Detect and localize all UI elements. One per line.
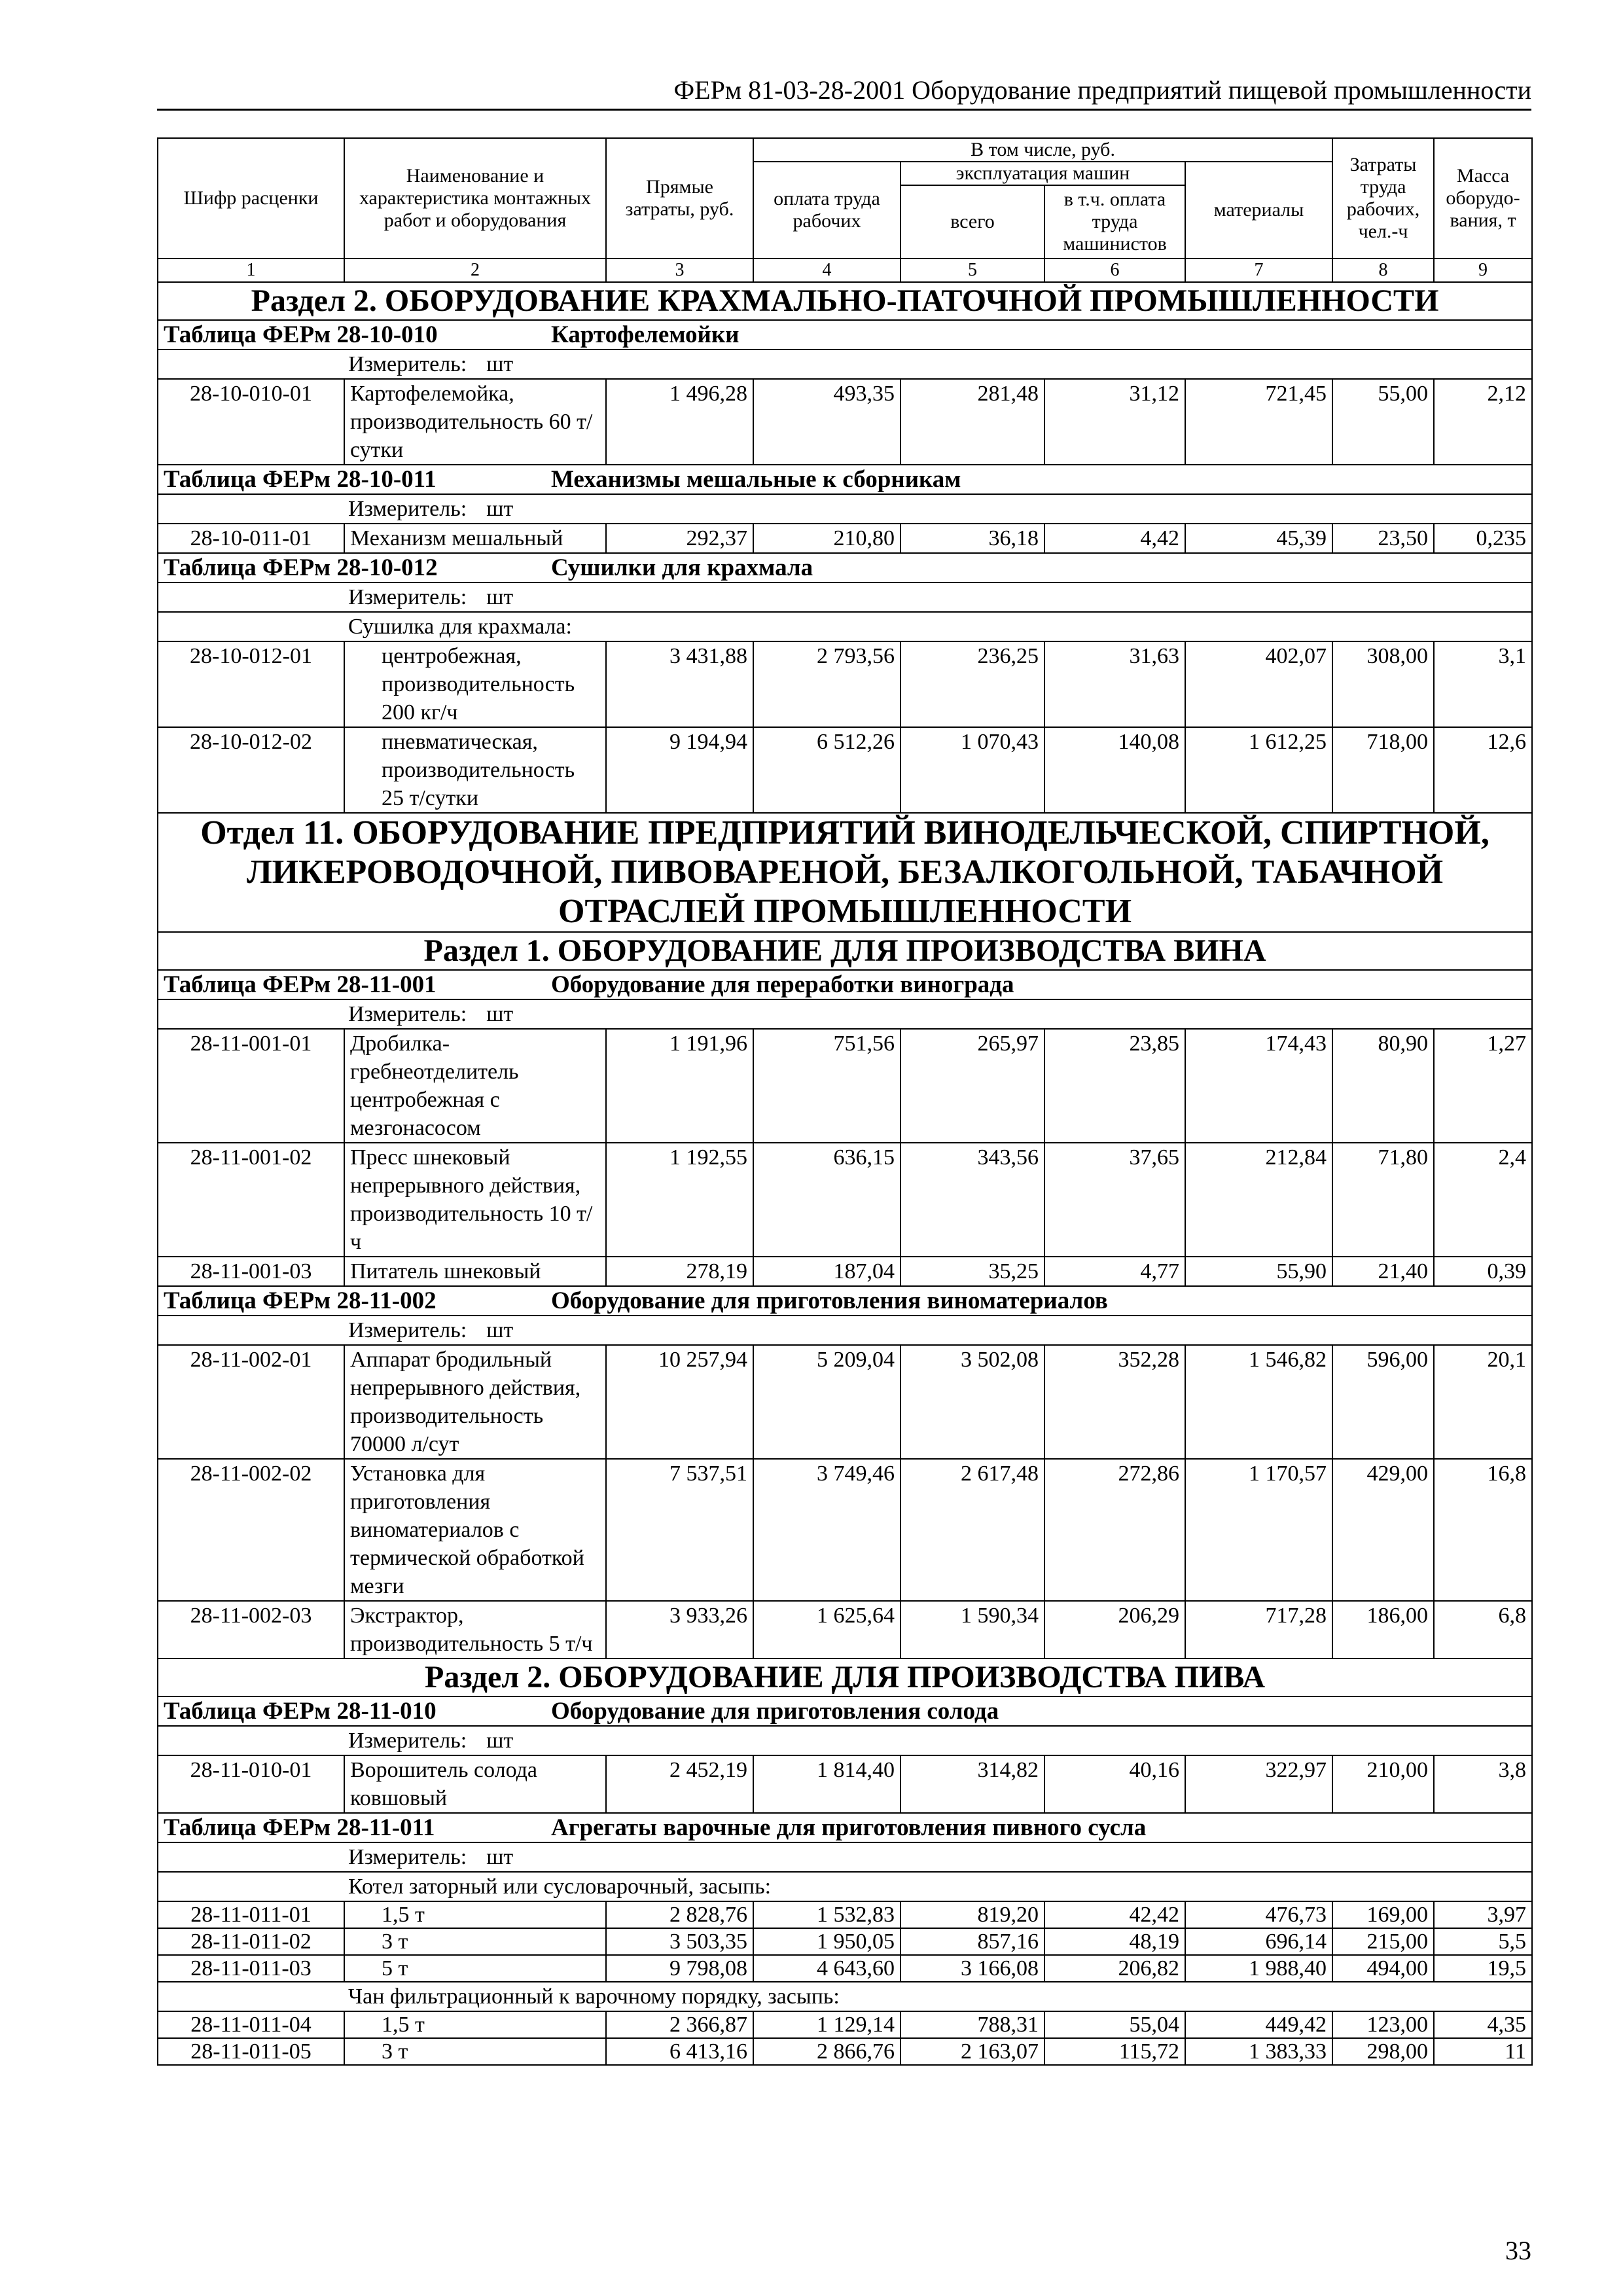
rate-code: 28-11-011-03 [158, 1955, 344, 1982]
direct-cost: 292,37 [606, 524, 753, 553]
rate-code: 28-11-001-02 [158, 1143, 344, 1257]
machines-total: 2 163,07 [901, 2038, 1044, 2065]
table-heading [158, 553, 1532, 583]
rate-code: 28-10-010-01 [158, 379, 344, 465]
table-code: Таблица ФЕРм 28-10-010 [164, 321, 438, 348]
table-heading [158, 970, 1532, 999]
table-heading [158, 1696, 1532, 1726]
table-row [158, 1928, 1532, 1955]
col-header-machines: эксплуатация машин [901, 162, 1185, 185]
section-heading: Раздел 2. ОБОРУДОВАНИЕ ДЛЯ ПРОИЗВОДСТВА ПИВА [158, 1659, 1532, 1696]
labor-hours: 21,40 [1332, 1257, 1434, 1286]
labor-pay: 636,15 [753, 1143, 901, 1257]
department-heading: Отдел 11. ОБОРУДОВАНИЕ ПРЕДПРИЯТИЙ ВИНОДЕЛЬЧЕСКОЙ, СПИРТНОЙ, ЛИКЕРОВОДОЧНОЙ, ПИВОВАРЕНОЙ, БЕЗАЛКОГОЛЬНОЙ, ТАБАЧНОЙ ОТРАСЛЕЙ ПРОМЫШЛЕННОСТИ [158, 813, 1532, 932]
unit-value: шт [486, 1318, 514, 1342]
unit-row [158, 1726, 1532, 1755]
table-row [158, 1029, 1532, 1143]
labor-pay: 5 209,04 [753, 1345, 901, 1459]
materials: 402,07 [1185, 641, 1332, 727]
machinist-pay: 42,42 [1044, 1901, 1185, 1928]
machines-total: 343,56 [901, 1143, 1044, 1257]
unit-label: Измеритель: [348, 1318, 467, 1342]
unit-row [158, 999, 1532, 1029]
mass: 2,12 [1434, 379, 1532, 465]
labor-hours: 55,00 [1332, 379, 1434, 465]
group-row [158, 1982, 1532, 2011]
col-header-machinist-pay: в т.ч. оплата труда машинистов [1044, 185, 1185, 259]
mass: 2,4 [1434, 1143, 1532, 1257]
machinist-pay: 140,08 [1044, 727, 1185, 813]
unit-row [158, 1842, 1532, 1872]
machines-total: 3 502,08 [901, 1345, 1044, 1459]
table-heading-row [158, 1286, 1532, 1316]
direct-cost: 7 537,51 [606, 1459, 753, 1601]
unit-label: Измеритель: [348, 1729, 467, 1753]
labor-hours: 718,00 [1332, 727, 1434, 813]
work-name: Механизм мешальный [344, 524, 606, 553]
work-name: Дробилка-гребнеотделитель центробежная с мезгонасосом [344, 1029, 606, 1143]
table-row [158, 1601, 1532, 1659]
unit-row [158, 494, 1532, 524]
unit-row [158, 350, 1532, 379]
group-caption: Сушилка для крахмала: [158, 612, 1532, 641]
rate-code: 28-11-001-03 [158, 1257, 344, 1286]
direct-cost: 2 452,19 [606, 1755, 753, 1813]
table-row [158, 1143, 1532, 1257]
machines-total: 819,20 [901, 1901, 1044, 1928]
mass: 0,235 [1434, 524, 1532, 553]
machines-total: 3 166,08 [901, 1955, 1044, 1982]
unit-cell [158, 1316, 1532, 1345]
col-number: 3 [606, 259, 753, 282]
section-heading-row [158, 1659, 1532, 1696]
materials: 1 546,82 [1185, 1345, 1332, 1459]
machines-total: 1 070,43 [901, 727, 1044, 813]
rate-code: 28-11-011-01 [158, 1901, 344, 1928]
machinist-pay: 23,85 [1044, 1029, 1185, 1143]
mass: 3,1 [1434, 641, 1532, 727]
work-name: 5 т [344, 1955, 606, 1982]
mass: 3,97 [1434, 1901, 1532, 1928]
table-title: Агрегаты варочные для приготовления пивного сусла [551, 1814, 1147, 1841]
labor-pay: 1 814,40 [753, 1755, 901, 1813]
col-number: 9 [1434, 259, 1532, 282]
table-title: Сушилки для крахмала [551, 554, 813, 581]
labor-pay: 493,35 [753, 379, 901, 465]
unit-value: шт [486, 497, 514, 521]
work-name: 3 т [344, 1928, 606, 1955]
mass: 6,8 [1434, 1601, 1532, 1659]
mass: 3,8 [1434, 1755, 1532, 1813]
work-name: центробежная, производительность 200 кг/ч [344, 641, 606, 727]
table-heading [158, 1286, 1532, 1316]
table-row [158, 1459, 1532, 1601]
work-name: Установка для приготовления виноматериалов с термической обработкой мезги [344, 1459, 606, 1601]
machinist-pay: 4,42 [1044, 524, 1185, 553]
col-header-labor-pay: оплата труда рабочих [753, 162, 901, 259]
direct-cost: 3 933,26 [606, 1601, 753, 1659]
table-heading [158, 465, 1532, 494]
table-title: Оборудование для переработки винограда [551, 971, 1014, 998]
mass: 20,1 [1434, 1345, 1532, 1459]
labor-hours: 308,00 [1332, 641, 1434, 727]
labor-hours: 298,00 [1332, 2038, 1434, 2065]
mass: 19,5 [1434, 1955, 1532, 1982]
table-row [158, 1345, 1532, 1459]
col-header-including: В том числе, руб. [753, 138, 1332, 162]
col-header-materials: материалы [1185, 162, 1332, 259]
table-code: Таблица ФЕРм 28-11-011 [164, 1814, 435, 1841]
labor-hours: 596,00 [1332, 1345, 1434, 1459]
labor-pay: 2 866,76 [753, 2038, 901, 2065]
machinist-pay: 206,29 [1044, 1601, 1185, 1659]
group-row [158, 1872, 1532, 1901]
unit-cell [158, 350, 1532, 379]
mass: 4,35 [1434, 2011, 1532, 2038]
col-header-name: Наименование и характеристика монтажных работ и оборудования [344, 138, 606, 259]
materials: 1 612,25 [1185, 727, 1332, 813]
table-title: Оборудование для приготовления виноматериалов [551, 1287, 1108, 1314]
group-caption: Чан фильтрационный к варочному порядку, засыпь: [158, 1982, 1532, 2011]
unit-label: Измеритель: [348, 352, 467, 376]
rate-code: 28-11-002-03 [158, 1601, 344, 1659]
materials: 721,45 [1185, 379, 1332, 465]
machines-total: 314,82 [901, 1755, 1044, 1813]
rates-table [157, 137, 1533, 2066]
direct-cost: 9 194,94 [606, 727, 753, 813]
mass: 11 [1434, 2038, 1532, 2065]
work-name: Аппарат бродильный непрерывного действия, производительность 70000 л/сут [344, 1345, 606, 1459]
labor-pay: 187,04 [753, 1257, 901, 1286]
table-row [158, 1955, 1532, 1982]
machines-total: 281,48 [901, 379, 1044, 465]
table-heading-row [158, 320, 1532, 350]
work-name: Экстрактор, производительность 5 т/ч [344, 1601, 606, 1659]
rate-code: 28-10-012-02 [158, 727, 344, 813]
direct-cost: 6 413,16 [606, 2038, 753, 2065]
unit-cell [158, 1726, 1532, 1755]
machinist-pay: 272,86 [1044, 1459, 1185, 1601]
direct-cost: 2 828,76 [606, 1901, 753, 1928]
materials: 1 988,40 [1185, 1955, 1332, 1982]
table-heading-row [158, 1696, 1532, 1726]
direct-cost: 3 503,35 [606, 1928, 753, 1955]
machines-total: 1 590,34 [901, 1601, 1044, 1659]
mass: 16,8 [1434, 1459, 1532, 1601]
work-name: 1,5 т [344, 1901, 606, 1928]
labor-hours: 169,00 [1332, 1901, 1434, 1928]
labor-pay: 3 749,46 [753, 1459, 901, 1601]
labor-pay: 1 532,83 [753, 1901, 901, 1928]
table-row [158, 1901, 1532, 1928]
machines-total: 788,31 [901, 2011, 1044, 2038]
work-name: Картофелемойка, производительность 60 т/сутки [344, 379, 606, 465]
mass: 12,6 [1434, 727, 1532, 813]
group-row [158, 612, 1532, 641]
labor-pay: 751,56 [753, 1029, 901, 1143]
labor-hours: 494,00 [1332, 1955, 1434, 1982]
table-row [158, 379, 1532, 465]
col-number: 5 [901, 259, 1044, 282]
rate-code: 28-11-002-01 [158, 1345, 344, 1459]
table-code: Таблица ФЕРм 28-10-012 [164, 554, 438, 581]
rate-code: 28-11-002-02 [158, 1459, 344, 1601]
machinist-pay: 115,72 [1044, 2038, 1185, 2065]
materials: 212,84 [1185, 1143, 1332, 1257]
materials: 717,28 [1185, 1601, 1332, 1659]
machinist-pay: 4,77 [1044, 1257, 1185, 1286]
rate-code: 28-11-011-02 [158, 1928, 344, 1955]
work-name: Пресс шнековый непрерывного действия, производительность 10 т/ч [344, 1143, 606, 1257]
materials: 1 383,33 [1185, 2038, 1332, 2065]
section-heading-row [158, 932, 1532, 970]
col-number: 1 [158, 259, 344, 282]
machinist-pay: 37,65 [1044, 1143, 1185, 1257]
mass: 5,5 [1434, 1928, 1532, 1955]
direct-cost: 1 191,96 [606, 1029, 753, 1143]
section-heading: Раздел 1. ОБОРУДОВАНИЕ ДЛЯ ПРОИЗВОДСТВА ВИНА [158, 932, 1532, 970]
machines-total: 36,18 [901, 524, 1044, 553]
labor-pay: 4 643,60 [753, 1955, 901, 1982]
rate-code: 28-11-011-04 [158, 2011, 344, 2038]
table-code: Таблица ФЕРм 28-11-010 [164, 1698, 437, 1725]
labor-hours: 80,90 [1332, 1029, 1434, 1143]
machines-total: 35,25 [901, 1257, 1044, 1286]
section-heading: Раздел 2. ОБОРУДОВАНИЕ КРАХМАЛЬНО-ПАТОЧНОЙ ПРОМЫШЛЕННОСТИ [158, 282, 1532, 320]
unit-value: шт [486, 352, 514, 376]
unit-value: шт [486, 1845, 514, 1869]
machinist-pay: 40,16 [1044, 1755, 1185, 1813]
direct-cost: 2 366,87 [606, 2011, 753, 2038]
table-row [158, 524, 1532, 553]
table-title: Оборудование для приготовления солода [551, 1698, 999, 1725]
rates-table-wrapper [157, 137, 1531, 2066]
table-row [158, 2011, 1532, 2038]
materials: 449,42 [1185, 2011, 1332, 2038]
unit-cell [158, 494, 1532, 524]
direct-cost: 1 192,55 [606, 1143, 753, 1257]
work-name: Ворошитель солода ковшовый [344, 1755, 606, 1813]
work-name: 1,5 т [344, 2011, 606, 2038]
machinist-pay: 55,04 [1044, 2011, 1185, 2038]
direct-cost: 278,19 [606, 1257, 753, 1286]
machines-total: 857,16 [901, 1928, 1044, 1955]
materials: 55,90 [1185, 1257, 1332, 1286]
labor-hours: 23,50 [1332, 524, 1434, 553]
unit-row [158, 583, 1532, 612]
unit-cell [158, 583, 1532, 612]
col-header-labor-hours: Затраты труда рабочих, чел.-ч [1332, 138, 1434, 259]
table-title: Механизмы мешальные к сборникам [551, 466, 961, 493]
table-heading-row [158, 970, 1532, 999]
machinist-pay: 206,82 [1044, 1955, 1185, 1982]
department-heading-row [158, 813, 1532, 932]
rate-code: 28-11-001-01 [158, 1029, 344, 1143]
direct-cost: 1 496,28 [606, 379, 753, 465]
col-number: 8 [1332, 259, 1434, 282]
mass: 1,27 [1434, 1029, 1532, 1143]
rate-code: 28-11-011-05 [158, 2038, 344, 2065]
labor-hours: 123,00 [1332, 2011, 1434, 2038]
machines-total: 2 617,48 [901, 1459, 1044, 1601]
section-heading-row [158, 282, 1532, 320]
work-name: 3 т [344, 2038, 606, 2065]
col-header-code: Шифр расценки [158, 138, 344, 259]
machinist-pay: 48,19 [1044, 1928, 1185, 1955]
table-row [158, 1755, 1532, 1813]
labor-pay: 1 129,14 [753, 2011, 901, 2038]
unit-cell [158, 999, 1532, 1029]
materials: 45,39 [1185, 524, 1332, 553]
rate-code: 28-10-012-01 [158, 641, 344, 727]
unit-cell [158, 1842, 1532, 1872]
rate-code: 28-11-010-01 [158, 1755, 344, 1813]
machinist-pay: 31,63 [1044, 641, 1185, 727]
col-header-mass: Масса оборудо-вания, т [1434, 138, 1532, 259]
unit-label: Измеритель: [348, 1845, 467, 1869]
unit-label: Измеритель: [348, 497, 467, 521]
unit-label: Измеритель: [348, 1002, 467, 1026]
group-caption: Котел заторный или сусловарочный, засыпь: [158, 1872, 1532, 1901]
table-body [158, 282, 1532, 2065]
direct-cost: 3 431,88 [606, 641, 753, 727]
col-number: 6 [1044, 259, 1185, 282]
table-row [158, 727, 1532, 813]
unit-row [158, 1316, 1532, 1345]
direct-cost: 10 257,94 [606, 1345, 753, 1459]
unit-value: шт [486, 1002, 514, 1026]
col-number: 2 [344, 259, 606, 282]
table-code: Таблица ФЕРм 28-11-001 [164, 971, 437, 998]
labor-hours: 186,00 [1332, 1601, 1434, 1659]
materials: 696,14 [1185, 1928, 1332, 1955]
materials: 174,43 [1185, 1029, 1332, 1143]
table-code: Таблица ФЕРм 28-11-002 [164, 1287, 437, 1314]
unit-value: шт [486, 1729, 514, 1753]
labor-pay: 210,80 [753, 524, 901, 553]
page-number: 33 [1505, 2236, 1531, 2265]
rate-code: 28-10-011-01 [158, 524, 344, 553]
unit-value: шт [486, 585, 514, 609]
unit-label: Измеритель: [348, 585, 467, 609]
table-header [158, 138, 1532, 282]
materials: 476,73 [1185, 1901, 1332, 1928]
machinist-pay: 352,28 [1044, 1345, 1185, 1459]
labor-pay: 1 625,64 [753, 1601, 901, 1659]
labor-pay: 1 950,05 [753, 1928, 901, 1955]
labor-hours: 210,00 [1332, 1755, 1434, 1813]
work-name: Питатель шнековый [344, 1257, 606, 1286]
machines-total: 236,25 [901, 641, 1044, 727]
table-heading-row [158, 465, 1532, 494]
direct-cost: 9 798,08 [606, 1955, 753, 1982]
labor-pay: 2 793,56 [753, 641, 901, 727]
materials: 1 170,57 [1185, 1459, 1332, 1601]
col-number: 4 [753, 259, 901, 282]
table-heading [158, 1813, 1532, 1842]
machinist-pay: 31,12 [1044, 379, 1185, 465]
table-heading-row [158, 553, 1532, 583]
col-number: 7 [1185, 259, 1332, 282]
table-row [158, 2038, 1532, 2065]
machines-total: 265,97 [901, 1029, 1044, 1143]
materials: 322,97 [1185, 1755, 1332, 1813]
col-header-machines-total: всего [901, 185, 1044, 259]
labor-hours: 429,00 [1332, 1459, 1434, 1601]
work-name: пневматическая, производительность 25 т/сутки [344, 727, 606, 813]
running-header: ФЕРм 81-03-28-2001 Оборудование предприятий пищевой промышленности [157, 72, 1531, 111]
table-code: Таблица ФЕРм 28-10-011 [164, 466, 437, 493]
table-row [158, 1257, 1532, 1286]
col-header-direct: Прямые затраты, руб. [606, 138, 753, 259]
table-heading [158, 320, 1532, 350]
labor-hours: 215,00 [1332, 1928, 1434, 1955]
mass: 0,39 [1434, 1257, 1532, 1286]
table-heading-row [158, 1813, 1532, 1842]
table-title: Картофелемойки [551, 321, 740, 348]
table-row [158, 641, 1532, 727]
labor-pay: 6 512,26 [753, 727, 901, 813]
labor-hours: 71,80 [1332, 1143, 1434, 1257]
